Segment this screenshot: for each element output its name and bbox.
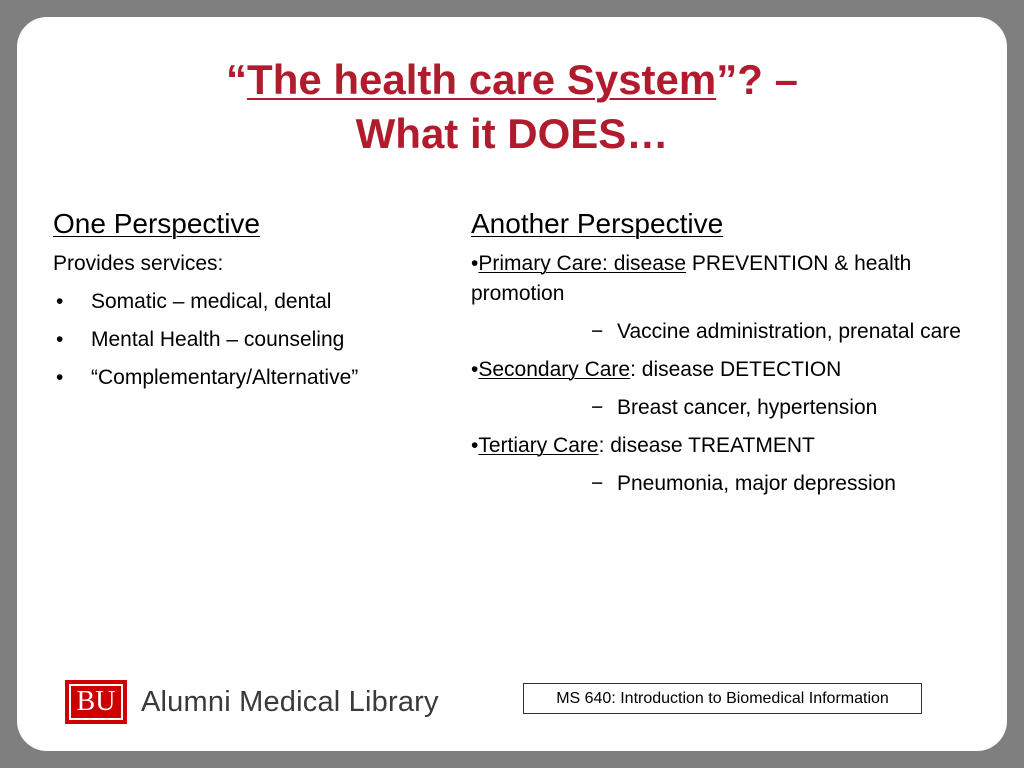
title-rest: ”? – — [716, 56, 798, 103]
bullet-mark: • — [471, 252, 479, 275]
bullet-mark: • — [56, 328, 64, 351]
list-item — [53, 363, 433, 393]
sub-item-text: Vaccine administration, prenatal care — [617, 320, 961, 343]
bu-logo-text: BU — [69, 684, 123, 720]
care-item-tertiary — [471, 431, 971, 461]
library-logo — [65, 676, 439, 728]
right-column — [471, 207, 971, 507]
left-intro: Provides services: — [53, 252, 224, 275]
left-column — [53, 207, 433, 401]
bullet-mark: • — [56, 366, 64, 389]
sub-item — [471, 469, 971, 499]
slide — [17, 17, 1007, 751]
list-item-text: “Complementary/Alternative” — [91, 366, 359, 389]
right-heading: Another Perspective — [471, 208, 724, 239]
list-item-text: Mental Health – counseling — [91, 328, 345, 351]
bullet-mark: • — [471, 434, 479, 457]
title-line-1 — [17, 53, 1007, 107]
course-label: MS 640: Introduction to Biomedical Information — [523, 683, 922, 714]
care-item-secondary — [471, 355, 971, 385]
title-line-2: What it DOES… — [355, 110, 669, 157]
care-item-primary — [471, 249, 971, 309]
slide-title — [17, 53, 1007, 161]
primary-care-term: Primary Care: disease — [478, 252, 687, 275]
tertiary-care-term: Tertiary Care — [478, 434, 599, 457]
list-item — [53, 287, 433, 317]
dash-mark: − — [591, 396, 604, 419]
title-link[interactable]: The health care System — [247, 56, 717, 103]
list-item — [53, 325, 433, 355]
library-name: Alumni Medical Library — [141, 685, 439, 718]
bullet-mark: • — [56, 290, 64, 313]
bu-logo-icon — [65, 680, 127, 724]
title-open-quote: “ — [226, 56, 248, 103]
secondary-care-rest: : disease DETECTION — [630, 358, 842, 381]
sub-item — [471, 393, 971, 423]
sub-item-text: Breast cancer, hypertension — [617, 396, 878, 419]
dash-mark: − — [591, 320, 604, 343]
bullet-mark: • — [471, 358, 479, 381]
list-item-text: Somatic – medical, dental — [91, 290, 332, 313]
tertiary-care-rest: : disease TREATMENT — [598, 434, 815, 457]
sub-item-text: Pneumonia, major depression — [617, 472, 896, 495]
left-heading: One Perspective — [53, 208, 260, 239]
primary-care-rest: PREVENTION & health promotion — [471, 252, 912, 305]
sub-item — [471, 317, 971, 347]
dash-mark: − — [591, 472, 604, 495]
secondary-care-term: Secondary Care — [478, 358, 631, 381]
